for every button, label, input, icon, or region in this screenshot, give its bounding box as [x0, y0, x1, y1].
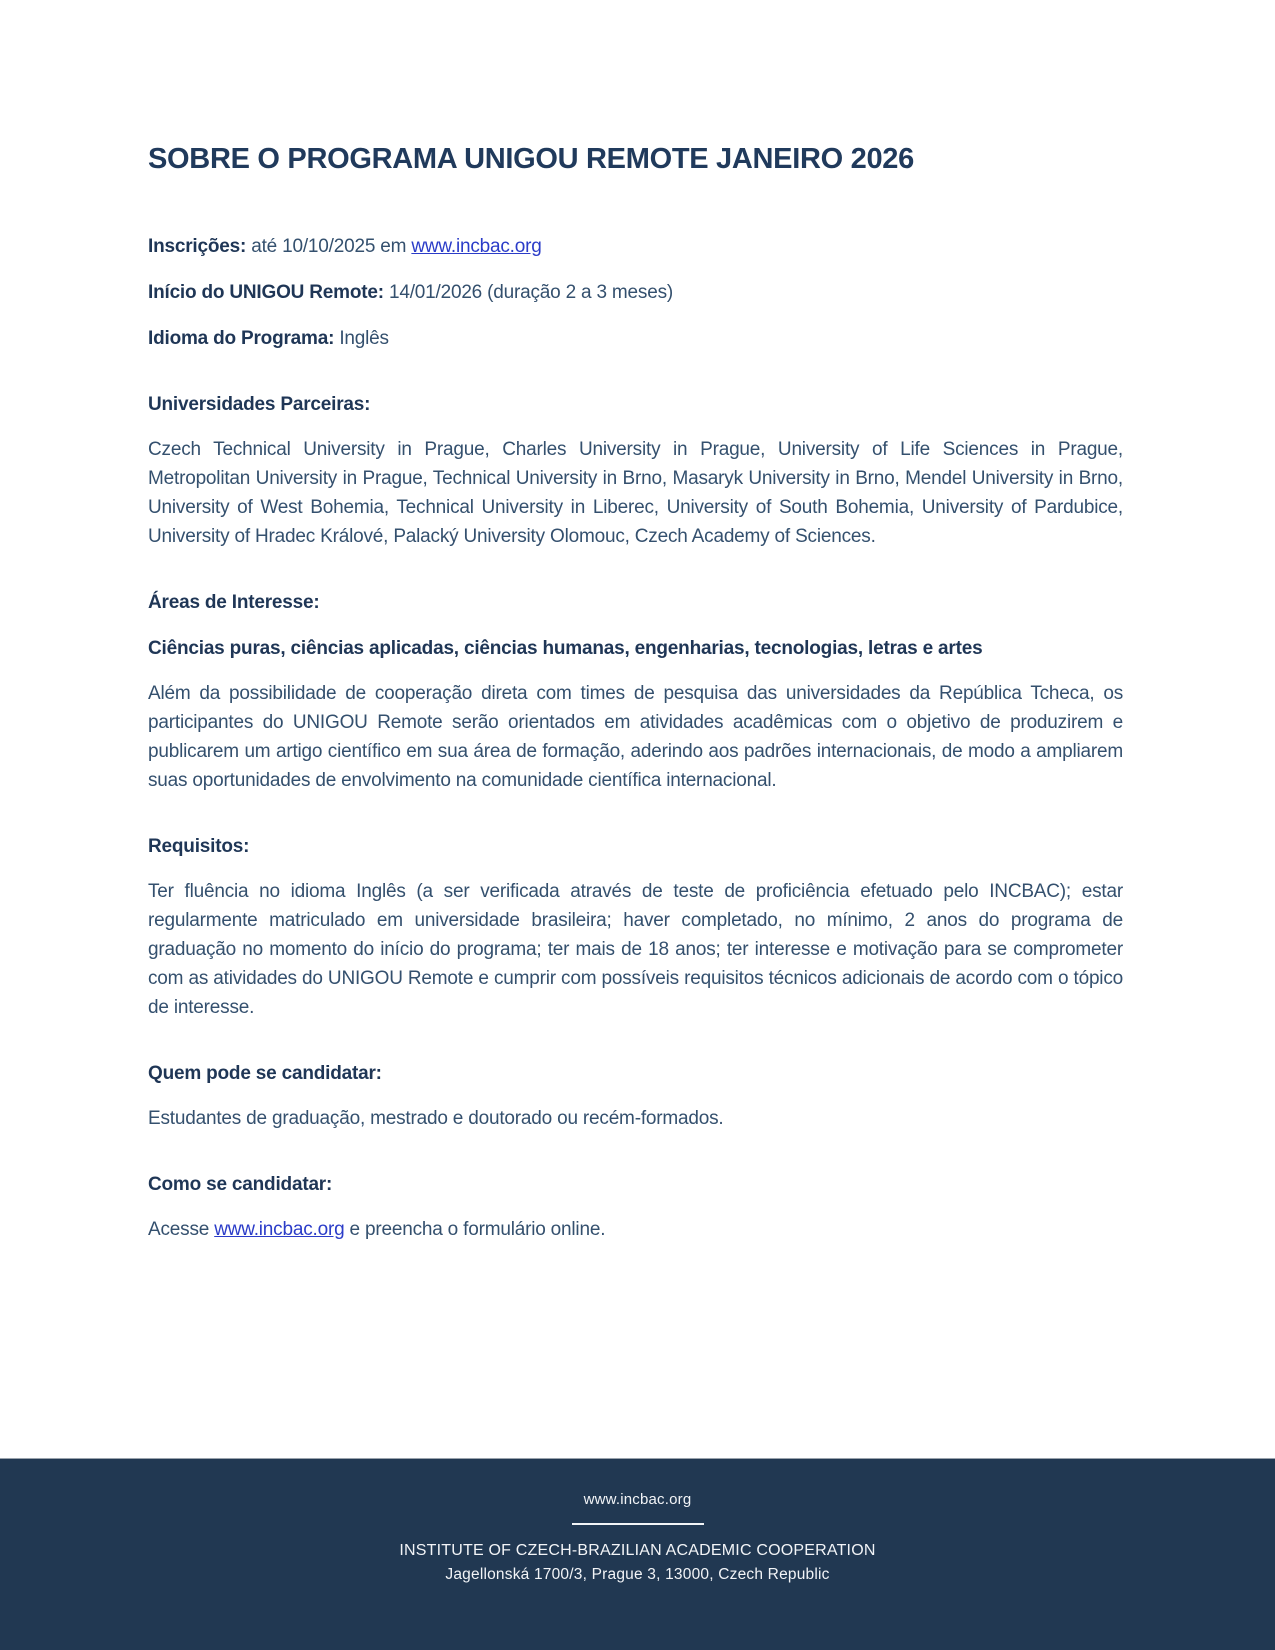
section-universidades — [148, 390, 1123, 551]
inicio-label: Início do UNIGOU Remote: — [148, 282, 384, 303]
footer-divider — [572, 1523, 704, 1525]
idioma-label: Idioma do Programa: — [148, 328, 335, 349]
inscricoes-text: até 10/10/2025 em — [246, 236, 412, 257]
page-footer — [0, 1458, 1275, 1650]
inicio-text: 14/01/2026 (duração 2 a 3 meses) — [383, 282, 674, 303]
footer-address: Jagellonská 1700/3, Prague 3, 13000, Czech Republic — [445, 1566, 830, 1583]
info-idioma — [148, 324, 1123, 353]
section-como-candidatar — [148, 1170, 1123, 1244]
requisitos-body: Ter fluência no idioma Inglês (a ser verificada através de teste de proficiência efetuado pelo INCBAC); estar regularmente matriculado em universidade brasileira; haver completado, no mínimo, 2 anos do programa de graduação no momento do início do programa; ter mais de 18 anos; ter interesse e motivação para se comprometer com as atividades do UNIGOU Remote e cumprir com possíveis requisitos técnicos adicionais de acordo com o tópico de interesse. — [148, 881, 1123, 1018]
incbac-link-inscricoes[interactable]: www.incbac.org — [411, 236, 542, 257]
como-heading: Como se candidatar: — [148, 1174, 333, 1195]
requisitos-heading: Requisitos: — [148, 836, 250, 857]
info-inscricoes — [148, 232, 1123, 261]
como-prefix: Acesse — [148, 1219, 215, 1240]
areas-subheading: Ciências puras, ciências aplicadas, ciências humanas, engenharias, tecnologias, letras e artes — [148, 638, 983, 659]
universidades-heading: Universidades Parceiras: — [148, 394, 371, 415]
incbac-link-como[interactable]: www.incbac.org — [214, 1219, 345, 1240]
section-areas — [148, 588, 1123, 795]
info-inicio — [148, 278, 1123, 307]
section-quem-pode — [148, 1059, 1123, 1133]
inscricoes-label: Inscrições: — [148, 236, 247, 257]
page-title: SOBRE O PROGRAMA UNIGOU REMOTE JANEIRO 2026 — [148, 143, 914, 175]
areas-heading: Áreas de Interesse: — [148, 592, 320, 613]
quem-body: Estudantes de graduação, mestrado e doutorado ou recém-formados. — [148, 1108, 724, 1129]
section-requisitos — [148, 832, 1123, 1022]
quem-heading: Quem pode se candidatar: — [148, 1063, 382, 1084]
como-suffix: e preencha o formulário online. — [344, 1219, 606, 1240]
areas-body: Além da possibilidade de cooperação direta com times de pesquisa das universidades da República Tcheca, os participantes do UNIGOU Remote serão orientados em atividades acadêmicas com o objetivo de produzirem e publicarem um artigo científico em sua área de formação, aderindo aos padrões internacionais, de modo a ampliarem suas oportunidades de envolvimento na comunidade científica internacional. — [148, 683, 1123, 791]
universidades-body: Czech Technical University in Prague, Charles University in Prague, University of Life Sciences in Prague, Metropolitan University in Prague, Technical University in Brno, Masaryk University in Brno, Mendel University in Brno, University of West Bohemia, Technical University in Liberec, University of South Bohemia, University of Pardubice, University of Hradec Králové, Palacký University Olomouc, Czech Academy of Sciences. — [148, 439, 1123, 547]
idioma-text: Inglês — [334, 328, 389, 349]
footer-website: www.incbac.org — [583, 1491, 692, 1508]
footer-institute: INSTITUTE OF CZECH-BRAZILIAN ACADEMIC COOPERATION — [399, 1542, 876, 1559]
como-body — [148, 1215, 1123, 1244]
